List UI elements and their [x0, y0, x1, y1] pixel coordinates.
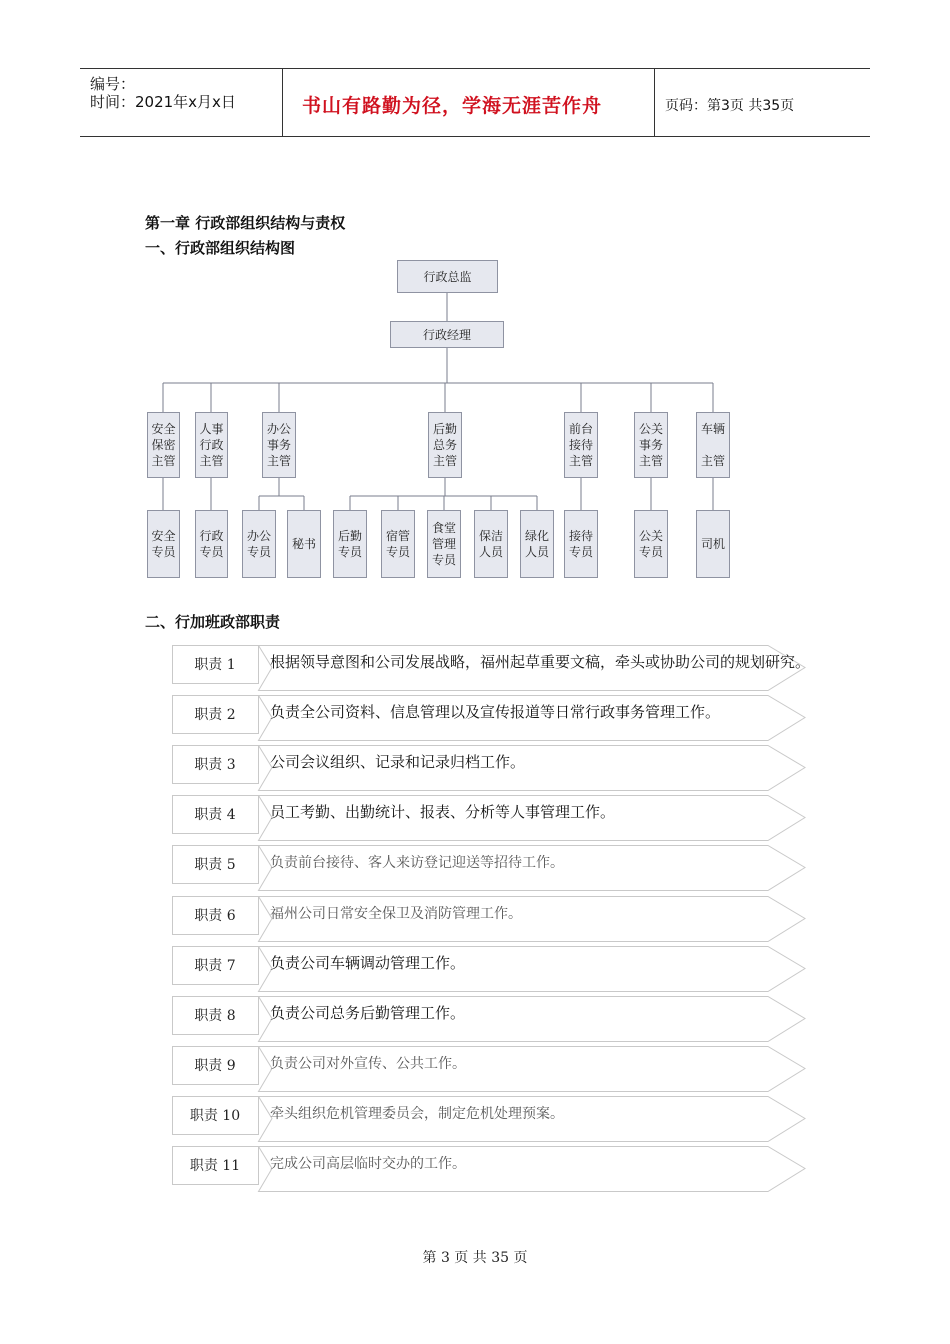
header-divider: [282, 69, 283, 136]
org-node-hr-supervisor: 人事 行政 主管: [195, 412, 228, 478]
org-node-driver: 司机: [696, 510, 730, 578]
duty-item: [172, 996, 806, 1038]
org-node-admin-manager: 行政经理: [390, 321, 504, 348]
duty-arrow-shape: [172, 1046, 806, 1092]
org-node-security-staff: 安全 专员: [147, 510, 180, 578]
chapter-title: 第一章 行政部组织结构与责权: [145, 214, 346, 232]
page-header: [80, 68, 870, 137]
document-number-label: 编号：: [90, 75, 136, 93]
document-date-label: 时间：2021年x月x日: [90, 93, 236, 111]
page-footer: 第 3 页 共 35 页: [422, 1250, 528, 1266]
duty-label: 职责 3: [194, 757, 236, 773]
duty-label: 职责 7: [194, 958, 236, 974]
duty-item: [172, 745, 806, 787]
org-node-reception-supervisor: 前台 接待 主管: [564, 412, 598, 478]
org-node-greening-staff: 绿化 人员: [520, 510, 554, 578]
org-node-security-supervisor: 安全 保密 主管: [147, 412, 180, 478]
duty-label: 职责 5: [194, 857, 236, 873]
duty-text: 根据领导意图和公司发展战略，福州起草重要文稿，牵头或协助公司的规划研究。: [270, 653, 811, 671]
duty-text: 负责公司车辆调动管理工作。: [270, 954, 466, 972]
duty-item: [172, 896, 806, 938]
org-node-canteen-staff: 食堂 管理 专员: [427, 510, 461, 578]
duty-text: 牵头组织危机管理委员会，制定危机处理预案。: [270, 1106, 564, 1122]
org-node-logistics-supervisor: 后勤 总务 主管: [428, 412, 462, 478]
header-motto: 书山有路勤为径，学海无涯苦作舟: [302, 95, 603, 117]
org-node-office-supervisor: 办公 事务 主管: [262, 412, 296, 478]
duty-text: 负责公司对外宣传、公共工作。: [270, 1056, 466, 1072]
duty-label: 职责 6: [194, 908, 236, 924]
duty-text: 负责前台接待、客人来访登记迎送等招待工作。: [270, 855, 564, 871]
org-node-reception-staff: 接待 专员: [564, 510, 598, 578]
duty-item: [172, 946, 806, 988]
duty-label: 职责 4: [194, 807, 236, 823]
duty-arrow-shape: [172, 996, 806, 1042]
duty-label: 职责 9: [194, 1058, 236, 1074]
section-title-org-chart: 一、行政部组织结构图: [145, 239, 296, 257]
org-node-admin-director: 行政总监: [397, 260, 498, 293]
org-node-dorm-staff: 宿管 专员: [381, 510, 415, 578]
duty-item: [172, 645, 811, 687]
duty-text: 公司会议组织、记录和记录归档工作。: [270, 753, 526, 771]
org-node-secretary: 秘书: [287, 510, 321, 578]
duty-item: [172, 845, 806, 887]
duty-arrow-shape: [172, 1146, 806, 1192]
org-node-admin-staff: 行政 专员: [195, 510, 228, 578]
duty-label: 职责 1: [194, 657, 236, 673]
header-divider: [654, 69, 655, 136]
org-node-office-staff: 办公 专员: [242, 510, 276, 578]
duty-label: 职责 8: [194, 1008, 236, 1024]
duty-text: 员工考勤、出勤统计、报表、分析等人事管理工作。: [270, 803, 616, 821]
duty-label: 职责 11: [189, 1158, 241, 1174]
duty-label: 职责 10: [189, 1108, 241, 1124]
duty-item: [172, 1146, 806, 1188]
duty-text: 福州公司日常安全保卫及消防管理工作。: [270, 906, 522, 922]
duty-text: 负责公司总务后勤管理工作。: [270, 1004, 466, 1022]
duty-text: 负责全公司资料、信息管理以及宣传报道等日常行政事务管理工作。: [270, 703, 721, 721]
section-title-duties: 二、行加班政部职责: [145, 613, 281, 631]
org-node-pr-staff: 公关 专员: [634, 510, 668, 578]
duty-item: [172, 1096, 806, 1138]
duty-label: 职责 2: [194, 707, 236, 723]
duty-arrow-shape: [172, 946, 806, 992]
duty-item: [172, 795, 806, 837]
duty-item: [172, 1046, 806, 1088]
header-page-number: 页码：第3页 共35页: [665, 98, 795, 114]
org-node-cleaning-staff: 保洁 人员: [474, 510, 508, 578]
org-node-pr-supervisor: 公关 事务 主管: [634, 412, 668, 478]
duty-text: 完成公司高层临时交办的工作。: [270, 1156, 466, 1172]
duty-item: [172, 695, 806, 737]
org-node-logistics-staff: 后勤 专员: [333, 510, 367, 578]
org-node-vehicle-supervisor: 车辆 主管: [696, 412, 730, 478]
